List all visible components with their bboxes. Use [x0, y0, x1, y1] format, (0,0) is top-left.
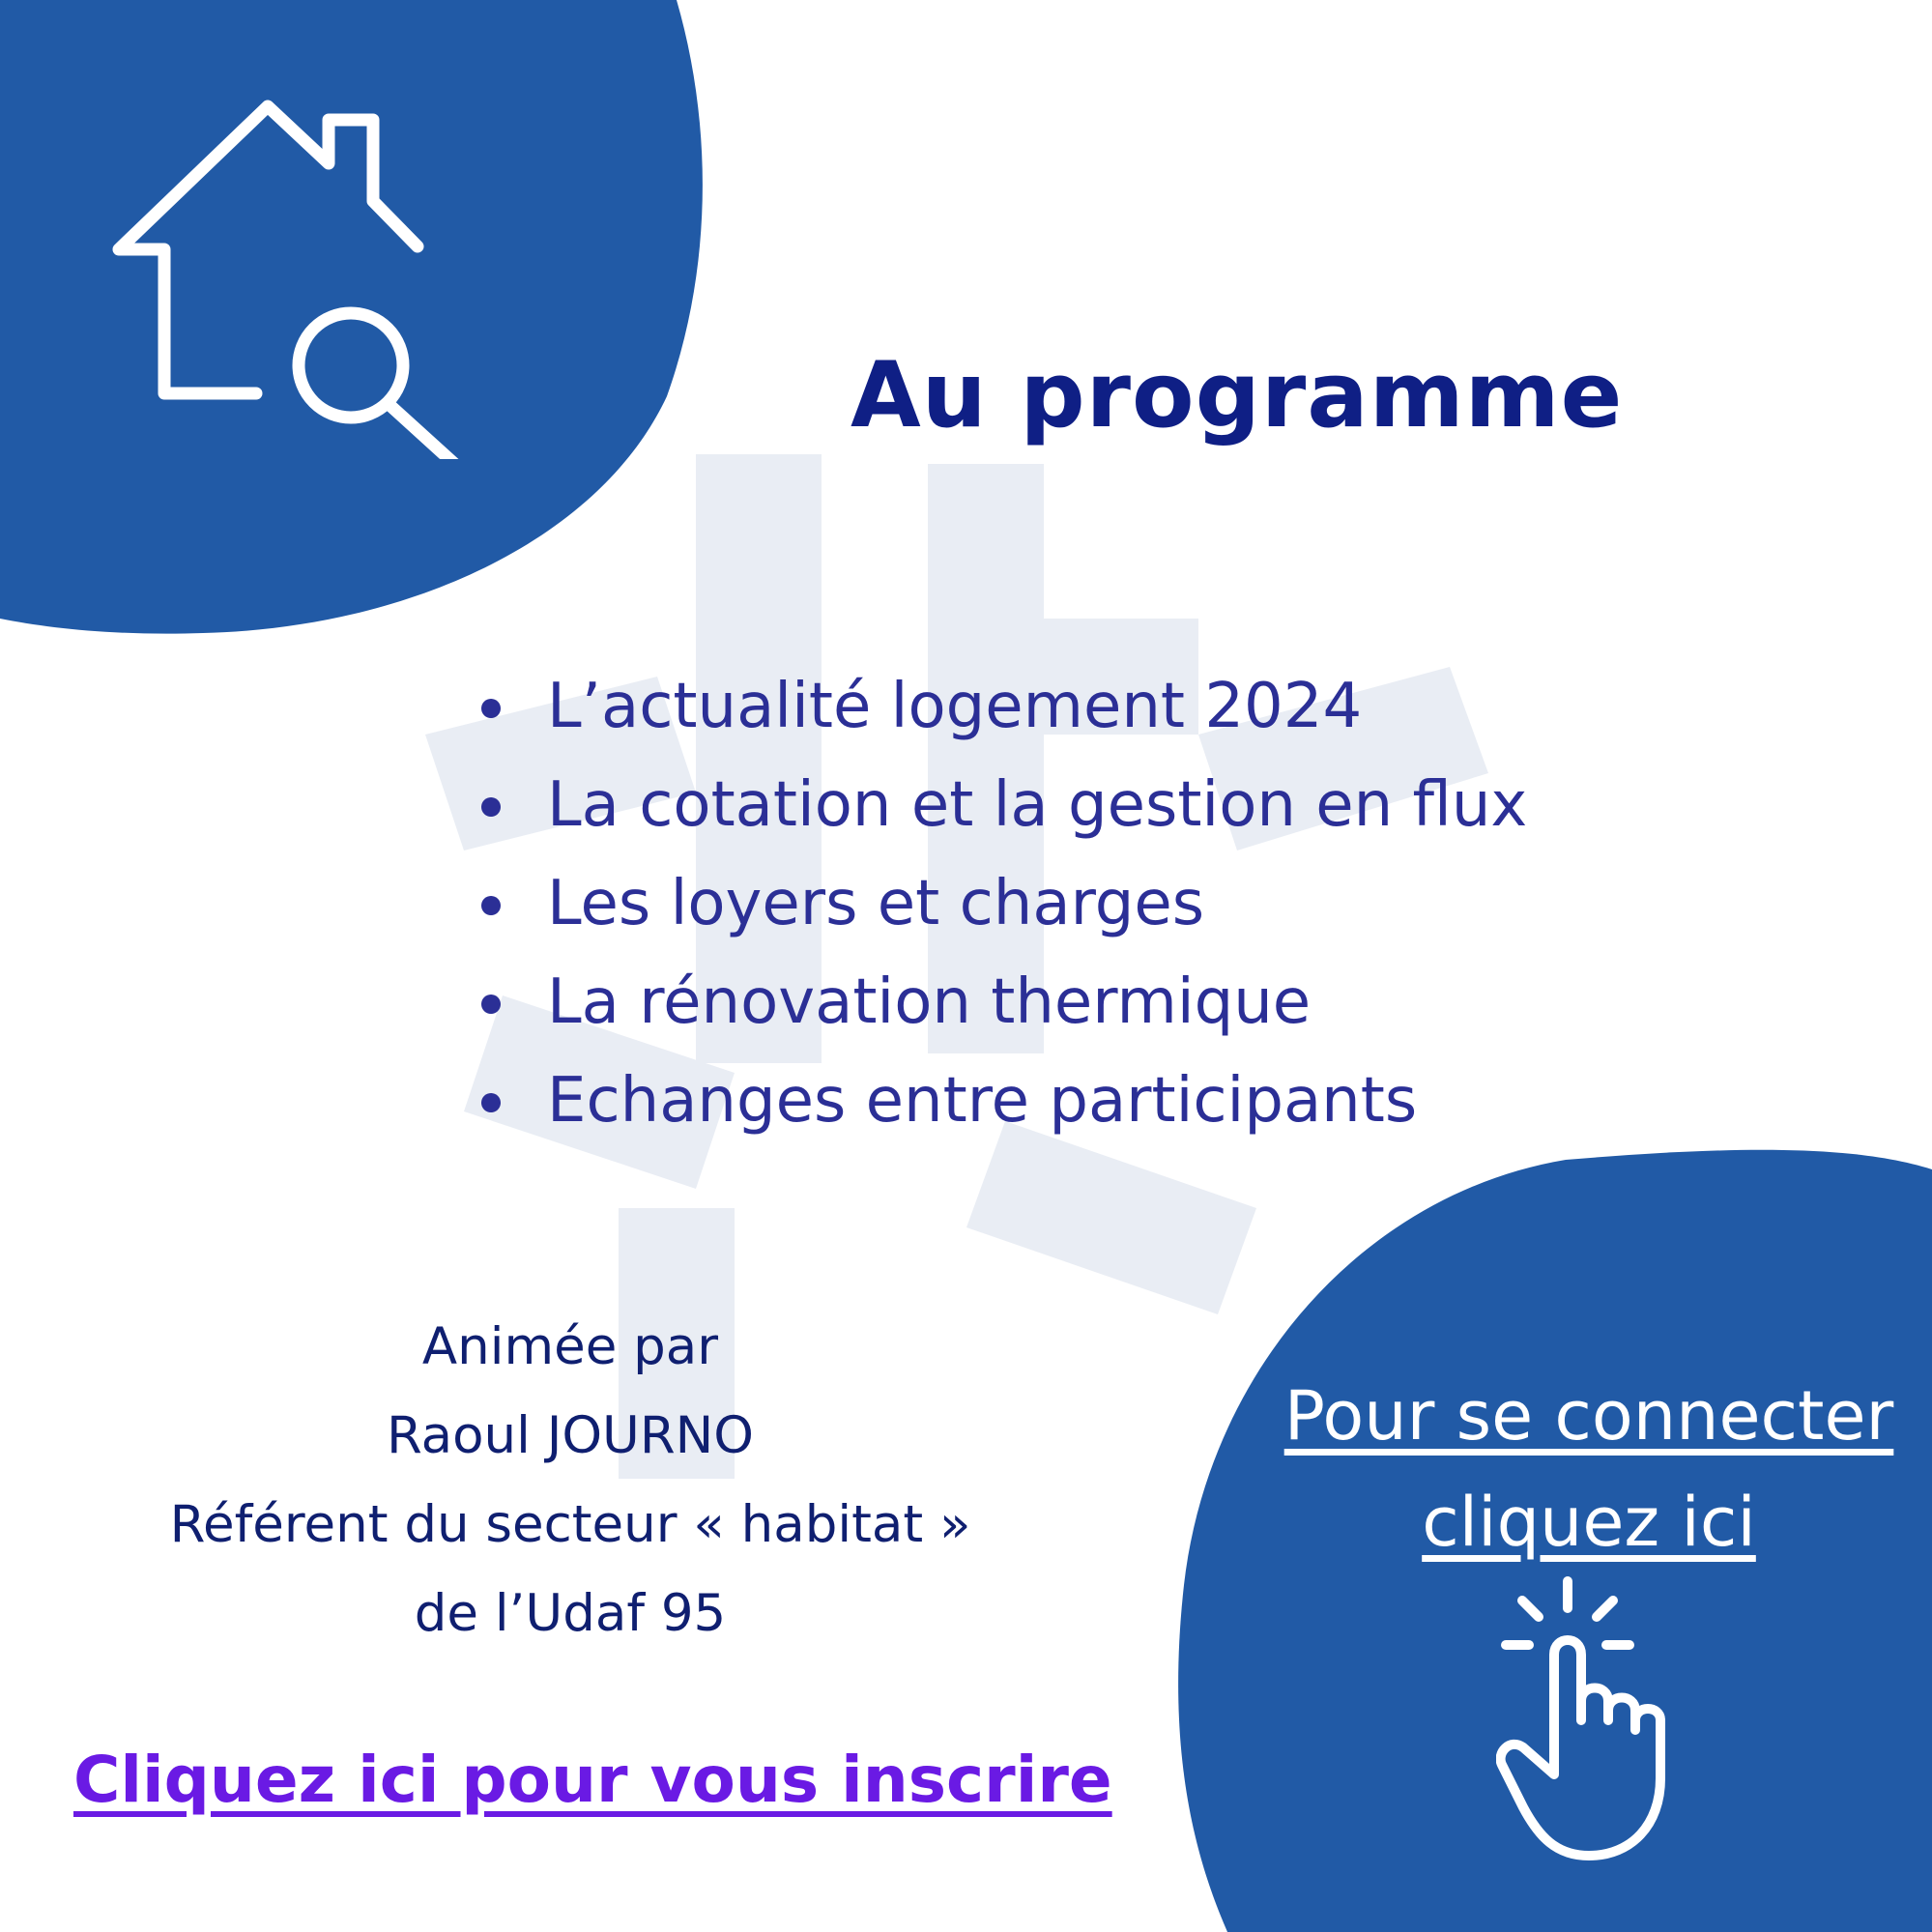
host-organization: de l’Udaf 95	[414, 1584, 727, 1643]
host-role: Référent du secteur « habitat »	[169, 1495, 971, 1554]
hand-pointer-click-icon[interactable]	[1496, 1575, 1709, 1865]
list-item	[474, 854, 1527, 953]
host-intro: Animée par	[421, 1317, 719, 1376]
bullet-icon	[481, 1093, 501, 1112]
host-info	[106, 1303, 1034, 1658]
register-link[interactable]: Cliquez ici pour vous inscrire	[73, 1743, 1112, 1817]
bullet-icon	[481, 896, 501, 915]
list-item-label: Les loyers et charges	[547, 868, 1205, 939]
page-title: Au programme	[851, 343, 1624, 448]
list-item-label: La cotation et la gestion en flux	[547, 769, 1528, 841]
bullet-icon	[481, 699, 501, 718]
connect-line-2[interactable]: cliquez ici	[1422, 1483, 1756, 1562]
list-item	[474, 756, 1527, 854]
connect-link[interactable]	[1202, 1363, 1932, 1575]
host-name: Raoul JOURNO	[386, 1406, 755, 1465]
house-search-icon	[106, 92, 474, 459]
bullet-icon	[481, 797, 501, 817]
bullet-icon	[481, 995, 501, 1014]
list-item	[474, 657, 1527, 756]
program-list	[474, 657, 1527, 1150]
list-item-label: L’actualité logement 2024	[547, 671, 1363, 742]
list-item-label: Echanges entre participants	[547, 1065, 1418, 1137]
list-item-label: La rénovation thermique	[547, 966, 1312, 1038]
list-item	[474, 1052, 1527, 1150]
connect-line-1[interactable]: Pour se connecter	[1283, 1376, 1894, 1456]
list-item	[474, 953, 1527, 1052]
